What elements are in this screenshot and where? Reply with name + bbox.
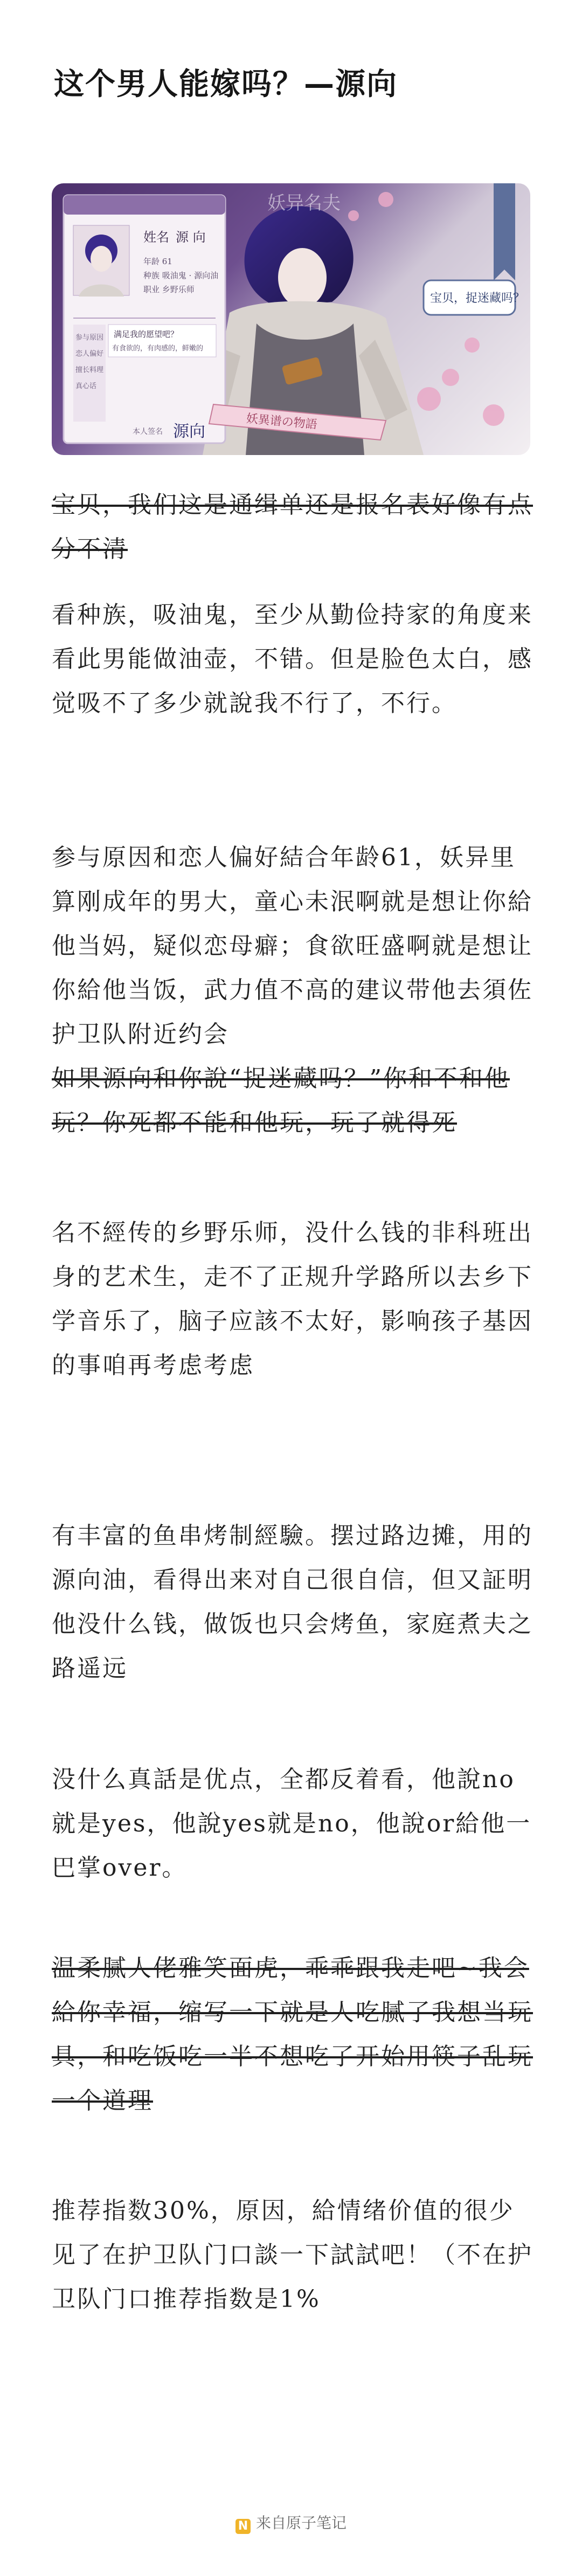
card-info-label: 参与原因: [75, 334, 104, 342]
paragraph: 看种族，吸油鬼，至少从勤俭持家的角度来看此男能做油壶，不错。但是脸色太白，感觉吸不了多少就說我不行了，不行。: [52, 601, 533, 717]
card-info-row: 年龄 61: [143, 257, 172, 266]
card-info-label: 恋人偏好: [75, 350, 104, 358]
paragraph-strikethrough: 如果源向和你說“捉迷藏吗？”你和不和他玩？你死都不能和他玩，玩了就得死: [52, 1065, 510, 1137]
paragraph: 名不經传的乡野乐师，没什么钱的非科班出身的艺术生，走不了正规升学路所以去乡下学音乐了，脑子应該不太好，影响孩子基因的事咱再考虑考虑: [52, 1219, 533, 1379]
card-name-label: 姓名: [143, 230, 169, 245]
notes-app-icon: N: [235, 2519, 251, 2534]
article-title: 这个男人能嫁吗？—源向: [54, 67, 398, 102]
bookmark-ribbon-icon: [494, 183, 515, 280]
paragraph: 参与原因和恋人偏好結合年龄61，妖异里算刚成年的男大，童心未泯啊就是想让你給他当妈，疑似恋母癖；食欲旺盛啊就是想让你給他当饭，武力值不高的建议带他去須佐护卫队附近约会: [52, 844, 533, 1048]
hero-illustration: [52, 183, 530, 455]
paragraph: 没什么真話是优点，全都反着看，他說no就是yes，他說yes就是no，他說or給他一巴掌over。: [52, 1766, 532, 1882]
card-quote-head: 满足我的愿望吧？: [114, 329, 179, 339]
card-quote-body: 有食欲的，有肉感的，鲜嫩的: [112, 345, 204, 353]
card-signature-label: 本人签名: [133, 428, 163, 436]
paragraph-strikethrough: 宝贝，我们这是通缉单还是报名表好像有点分不清: [52, 491, 533, 563]
paragraph: 推荐指数30%，原因，給情绪价值的很少见了在护卫队门口談一下試試吧！（不在护卫队门口推荐指数是1%: [52, 2197, 533, 2313]
card-signature: 源向: [173, 422, 205, 441]
footer-source[interactable]: [0, 2511, 582, 2534]
card-header-text: 妖异名夫: [267, 192, 341, 214]
paragraph: 有丰富的鱼串烤制經驗。摆过路边摊，用的源向油，看得出来对自己很自信，但又証明他没什么钱，做饭也只会烤鱼，家庭煮夫之路遥远: [52, 1522, 533, 1682]
footer-source-text: 来自原子笔记: [255, 2514, 347, 2532]
card-info-label: 擅长料理: [75, 366, 104, 374]
paragraph-strikethrough: 温柔腻人佬雅笑面虎，乖乖跟我走吧~我会給你幸福，缩写一下就是人吃腻了我想当玩具，和吃饭吃一半不想吃了开始用筷子乱玩一个道理: [52, 1954, 533, 2114]
speech-bubble-text: 宝贝，捉迷藏吗？: [430, 292, 525, 305]
ribbon-text: 妖異谱の物語: [245, 412, 318, 432]
card-info-row: 种族 吸油鬼 · 源向油: [143, 271, 219, 280]
card-info-label: 真心话: [75, 382, 97, 390]
card-info-row: 职业 乡野乐师: [143, 285, 195, 294]
hero-image-character-card[interactable]: [52, 183, 530, 455]
card-name-value: 源 向: [176, 230, 206, 245]
